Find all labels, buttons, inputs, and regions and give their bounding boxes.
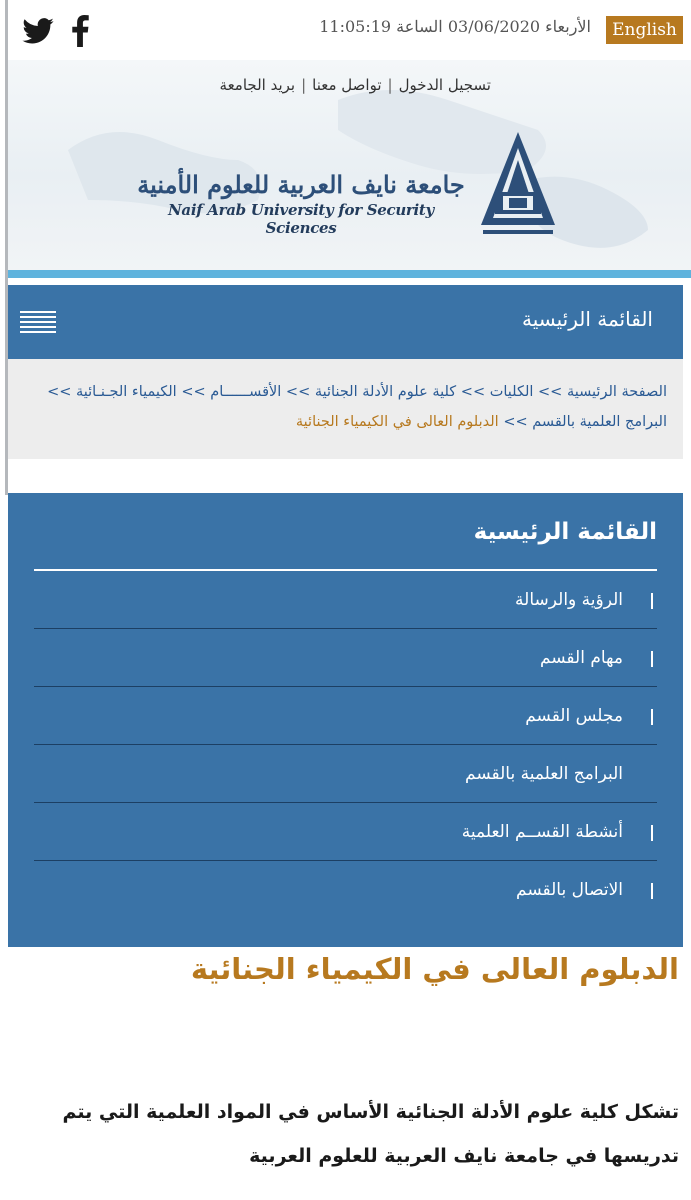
university-emblem-icon[interactable] [473, 130, 563, 245]
menu-item-marker [651, 883, 653, 899]
language-switch-button[interactable]: English [606, 16, 683, 44]
logo-english-name: Naif Arab University for Security Sciences [168, 201, 434, 237]
menu-item-label: أنشطة القســم العلمية [461, 821, 623, 842]
university-mail-link[interactable]: بريد الجامعة [219, 76, 296, 94]
menu-item-marker [651, 709, 653, 725]
login-link[interactable]: تسجيل الدخول [398, 76, 491, 94]
breadcrumb [8, 359, 683, 459]
link-separator: | [301, 76, 307, 94]
header-top-links [220, 76, 491, 94]
menu-item-marker [651, 825, 653, 841]
breadcrumb-separator: >> [538, 384, 563, 400]
menu-item-marker [651, 651, 653, 667]
department-menu-list [34, 571, 657, 918]
breadcrumb-colleges[interactable]: الكليات [489, 384, 534, 400]
contact-link[interactable]: تواصل معنا [312, 76, 382, 94]
menu-item-label: الاتصال بالقسم [516, 879, 623, 900]
breadcrumb-college[interactable]: كلية علوم الأدلة الجنائية [314, 384, 457, 400]
site-header [8, 60, 691, 270]
facebook-icon[interactable] [68, 14, 92, 48]
menu-item-label: مجلس القسم [525, 705, 623, 726]
breadcrumb-separator: >> [460, 384, 486, 400]
top-bar [8, 0, 691, 60]
menu-item-label: الرؤية والرسالة [515, 589, 623, 610]
menu-item-tasks[interactable] [34, 629, 657, 687]
breadcrumb-separator: >> [285, 384, 311, 400]
breadcrumb-trail [14, 377, 667, 437]
menu-item-programs[interactable] [34, 745, 657, 803]
breadcrumb-current: الدبلوم العالى في الكيمياء الجنائية [295, 414, 499, 430]
link-separator: | [387, 76, 393, 94]
breadcrumb-programs[interactable]: البرامج العلمية بالقسم [532, 414, 667, 430]
menu-item-activities[interactable] [34, 803, 657, 861]
header-accent-line [8, 270, 691, 278]
menu-item-contact[interactable] [34, 861, 657, 918]
breadcrumb-home[interactable]: الصفحة الرئيسية [566, 384, 667, 400]
menu-item-label: مهام القسم [539, 647, 623, 668]
main-menu-title[interactable]: القائمة الرئيسية [522, 307, 653, 331]
menu-item-council[interactable] [34, 687, 657, 745]
breadcrumb-department[interactable]: الكيمياء الجـنـائية [76, 384, 177, 400]
breadcrumb-separator: >> [181, 384, 206, 400]
university-logo-text[interactable] [136, 170, 466, 237]
main-menu-bar[interactable] [8, 285, 683, 359]
breadcrumb-separator: >> [503, 414, 528, 430]
current-datetime: الأربعاء 03/06/2020 الساعة 11:05:19 [319, 17, 591, 36]
logo-arabic-name: جامعة نايف العربية للعلوم الأمنية [137, 170, 465, 199]
department-menu [8, 493, 683, 947]
breadcrumb-departments[interactable]: الأقســــــام [210, 384, 282, 400]
menu-item-label: البرامج العلمية بالقسم [465, 763, 623, 784]
department-menu-title: القائمة الرئيسية [473, 519, 657, 545]
menu-item-marker [651, 593, 653, 609]
hamburger-menu-icon[interactable] [20, 305, 56, 339]
menu-item-vision[interactable] [34, 571, 657, 629]
page-title: الدبلوم العالى في الكيمياء الجنائية [190, 952, 679, 986]
intro-paragraph: تشكل كلية علوم الأدلة الجنائية الأساس في المواد العلمية التي يتم تدريسها في جامعة نايف العربية للعلوم العربية [62, 1101, 679, 1167]
twitter-icon[interactable] [18, 14, 58, 48]
breadcrumb-separator: >> [47, 384, 72, 400]
